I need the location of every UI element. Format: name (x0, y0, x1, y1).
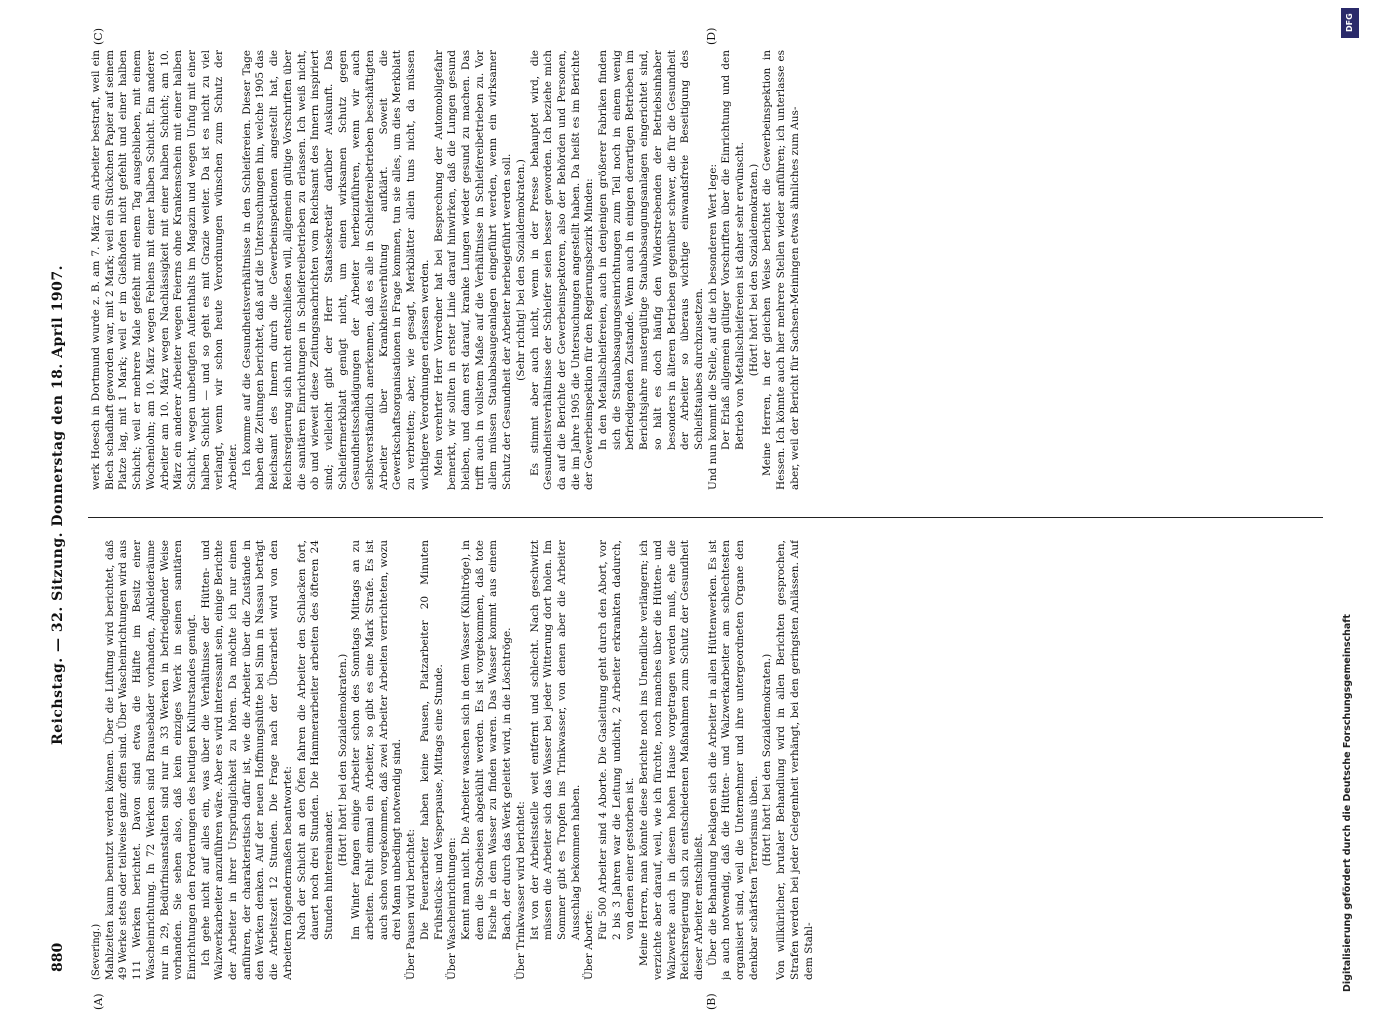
margin-letter-a: (A) (92, 993, 105, 1010)
digitization-sidebar (1340, 8, 1362, 992)
page-header (50, 30, 76, 980)
digitization-credit: Digitalisierung gefördert durch die Deutsche Forschungsgemeinschaft (1342, 614, 1353, 992)
page-number: 880 (50, 942, 66, 972)
paragraph: Kennt man nicht. Die Arbeiter waschen sich in dem Wasser (Kühltröge), in dem die Stocheisen abgekühlt werden. Es ist vorgekommen, daß tote Fische in dem Wasser zu finden waren. Das Wasser kommt aus einem Bach, der durch das Werk geleitet wird, in die Löschtröge. (459, 540, 514, 940)
paragraph: Es stimmt aber auch nicht, wenn in der Presse behauptet wird, die Gesundheitsverhältnisse der Schleifer seien besser geworden. Ich beziehe mich da auf die Berichte der Gewerbeinspektoren, also der Behörden und Personen, die im Jahre 1905 die Untersuchungen angestellt haben. Da heißt es im Berichte der Gewerbeinspektion für den Regierungsbezirk Minden: (528, 50, 596, 490)
paragraph: Mein verehrter Herr Vorredner hat bei Besprechung der Automobilgefahr bemerkt, wir sollten in erster Linie darauf hinwirken, daß die Lungen gesund bleiben, und dann erst darauf, kranke Lungen wieder gesund zu machen. Das trifft auch in vollstem Maße auf die Verhältnisse in Schleifereibetrieben zu. Vor allem müssen Staubabsaugeanlagen eingeführt werden, wenn ein wirksamer Schutz der Gesundheit der Arbeiter herbeigeführt werden soll. (432, 50, 514, 490)
interjection: (Hört! hört! bei den Sozialdemokraten.) (761, 653, 774, 867)
paragraph: Meine Herren, man könnte diese Berichte noch ins Unendliche verlängern; ich verzichte aber darauf, weil, wie ich fürchte, noch manches über die Hütten- und Walzwerke auch in diesem hohen Hause vorgetragen werden muß, ehe die Reichsregierung sich zu entschiedenen Maßnahmen zum Schutz der Gesundheit dieser Arbeiter entschließt. (638, 540, 705, 980)
margin-letter-b: (B) (705, 993, 718, 1010)
paragraph: Von willkürlicher, brutaler Behandlung wird in allen Berichten gesprochen, Strafen werden bei jeder Gelegenheit verhängt, bei den geringsten Anlässen. Auf dem Stahl- (775, 540, 815, 980)
paragraph: Nach der Schicht an den Öfen fahren die Arbeiter den Schlacken fort, dauert noch drei Stunden. Die Hammerarbeiter arbeiten des öfteren 24 Stunden hintereinander. (295, 540, 335, 940)
right-column (90, 50, 1320, 490)
speaker-label: (Severing.) (91, 923, 102, 980)
paragraph: Ist von der Arbeitsstelle weit entfernt und schlecht. Nach geschwitzt müssen die Arbeiter sich das Wasser bei jeder Witterung dort holen. Im Sommer gibt es Tropfen ins Trinkwasser, von denen aber die Arbeiter Ausschlag bekommen haben. (528, 540, 582, 940)
dfg-logo: DFG (1341, 8, 1359, 38)
paragraph: Die Feuerarbeiter haben keine Pausen, Platzarbeiter 20 Minuten Frühstücks- und Vesperpause, Mittags eine Stunde. (418, 540, 445, 940)
paragraph: Über Wascheinrichtungen: (446, 837, 459, 980)
paragraph: Ich komme auf die Gesundheitsverhältnisse in den Schleifereien. Dieser Tage haben die Zeitungen berichtet, daß auf die Untersuchungen hin, welche 1905 das Reichsamt des Innern durch die Gewerbeinspektionen angestellt hat, die Reichsregierung sich nicht entschließen will, allgemein gültige Vorschriften über die sanitären Einrichtungen in Schleifereibetrieben zu erlassen. Ich weiß nicht, ob und wieweit diese Zeitungsnachrichten vom Reichsamt des Innern inspiriert sind; vielleicht gibt der Herr Staatssekretär darüber Auskunft. Das Schleifermerkblatt genügt nicht, um einen wirksamen Schutz gegen Gesundheitsschädigungen der Arbeiter herbeizuführen, wenn wir auch selbstverständlich anerkennen, daß es alle in Schleifereibetrieben beschäftigten Arbeiter über Krankheitsverhütung aufklärt. Soweit die Gewerkschaftsorganisationen in Frage kommen, tun sie alles, um dies Merkblatt zu verbreiten; aber, wie gesagt, Merkblätter allein tuns nicht, da müssen wichtigere Verordnungen erlassen werden. (240, 50, 431, 490)
interjection: (Hört! hört! bei den Sozialdemokraten.) (747, 163, 760, 377)
left-column (90, 540, 1320, 980)
paragraph: Meine Herren, in der gleichen Weise berichtet die Gewerbeinspektion in Hessen. Ich könnte auch hier mehrere Stellen wieder anführen; ich unterlasse es aber, weil der Bericht für Sachsen-Meiningen etwas ähnliches zum Aus- (761, 50, 801, 490)
margin-letter-c: (C) (92, 28, 105, 45)
paragraph: Mahlzeiten kaum benutzt werden können. Über die Lüftung wird berichtet, daß 49 Werke stets oder teilweise ganz offen sind. Über Wascheinrichtungen wird aus 111 Werken berichtet. Davon sind etwa die Hälfte im Besitz einer Wascheinrichtung. In 72 Werken sind Brausebäder vorhanden, Ankleideräume nur in 29, Bedürfnisanstalten sind nur in 33 Werken in befriedigender Weise vorhanden. Sie sehen also, daß kein einziges Werk in seinen sanitären Einrichtungen den Forderungen des heutigen Kulturstandes genügt. (103, 540, 198, 980)
paragraph: Im Winter fangen einige Arbeiter schon des Sonntags Mittags an zu arbeiten. Fehlt einmal ein Arbeiter, so gibt es eine Mark Strafe. Es ist auch schon vorgekommen, daß zwei Arbeiter Arbeiten verrichteten, wozu drei Mann unbedingt notwendig sind. (350, 540, 404, 940)
paragraph: Über Pausen wird berichtet: (405, 828, 418, 980)
interjection: (Hört! hört! bei den Sozialdemokraten.) (336, 653, 349, 867)
paragraph: Über Aborte: (583, 910, 596, 980)
column-divider (88, 517, 1323, 518)
paragraph: Und nun kommt die Stelle, auf die ich besonderen Wert lege: (706, 164, 719, 490)
paragraph: Über Trinkwasser wird berichtet: (514, 801, 527, 980)
paragraph: Ich gehe nicht auf alles ein, was über die Verhältnisse der Hütten- und Walzwerkarbeiter anzuführen wäre. Aber es wird interessant sein, einige Berichte der Arbeiter in ihrer Ursprünglichkeit zu hören. Da möchte ich nur einen anführen, der charakteristisch dafür ist, wie die Arbeiter über die Zustände in den Werken denken. Auf der neuen Hoffnungshütte bei Sinn in Nassau beträgt die Arbeitszeit 12 Stunden. Die Frage nach der Überarbeit wird von den Arbeitern folgendermaßen beantwortet: (199, 540, 294, 980)
interjection: (Sehr richtig! bei den Sozialdemokraten.) (514, 159, 527, 381)
paragraph: werk Hoesch in Dortmund wurde z. B. am 7. März ein Arbeiter bestraft, weil ein Blech schadhaft geworden war, mit 2 Mark; weil ein Stückchen Papier auf seinem Platze lag, mit 1 Mark; weil er im Gießhofen nicht gefehlt und einer halben Schicht; weil er mehrere Male gefehlt mit einem Tag ausgeblieben, mit einem Wochenlohn; am 10. März wegen Fehlens mit einer halben Schicht. Ein anderer Arbeiter am 10. März wegen Nachlässigkeit mit einer halben Schicht; am 10. März ein anderer Arbeiter wegen Feierns ohne Krankenschein mit einer halben Schicht, wegen unbefugten Aufenthalts im Magazin und wegen Unfug mit einer halben Schicht — und so geht es mit Grazie weiter. Da ist es nicht zu viel verlangt, wenn wir schon heute Verordnungen wünschen zum Schutz der Arbeiter. (90, 50, 240, 490)
paragraph: Über die Behandlung beklagen sich die Arbeiter in allen Hüttenwerken. Es ist ja auch notwendig, daß die Hütten- und Walzwerkarbeiter am schlechtesten organisiert sind, weil die Unternehmer und ihre untergeordneten Organe den denkbar schärfsten Terrorismus üben. (706, 540, 760, 980)
paragraph: In den Metallschleifereien, auch in denjenigen größerer Fabriken finden sich die Staubabsaugungseinrichtungen zum Teil noch in einem wenig befriedigenden Zustande. Wenn auch in einigen derartigen Betrieben im Berichtsjahre mustergültige Staubabsaugungsanlagen eingerichtet sind, so hält es doch häufig den Widerstrebenden der Betriebsinhaber besonders in älteren Betrieben gegenüber schwer, die für die Gesundheit der Arbeiter so überaus wichtige einwandsfreie Beseitigung des Schleifstaubes durchzusetzen. (597, 50, 705, 450)
page-title: Reichstag. — 32. Sitzung. Donnerstag den 18. April 1907. (50, 265, 66, 745)
document-page (50, 27, 1325, 1010)
margin-letter-d: (D) (705, 27, 718, 45)
paragraph: Für 500 Arbeiter sind 4 Aborte. Die Gasleitung geht durch den Abort, vor 2 bis 3 Jahren war die Leitung undicht, 2 Arbeiter erkrankten dadurch, von denen einer gestorben ist. (597, 540, 637, 940)
paragraph: Der Erlaß allgemein gültiger Vorschriften über die Einrichtung und den Betrieb von Metallschleifereien ist daher sehr erwünscht. (720, 50, 747, 450)
